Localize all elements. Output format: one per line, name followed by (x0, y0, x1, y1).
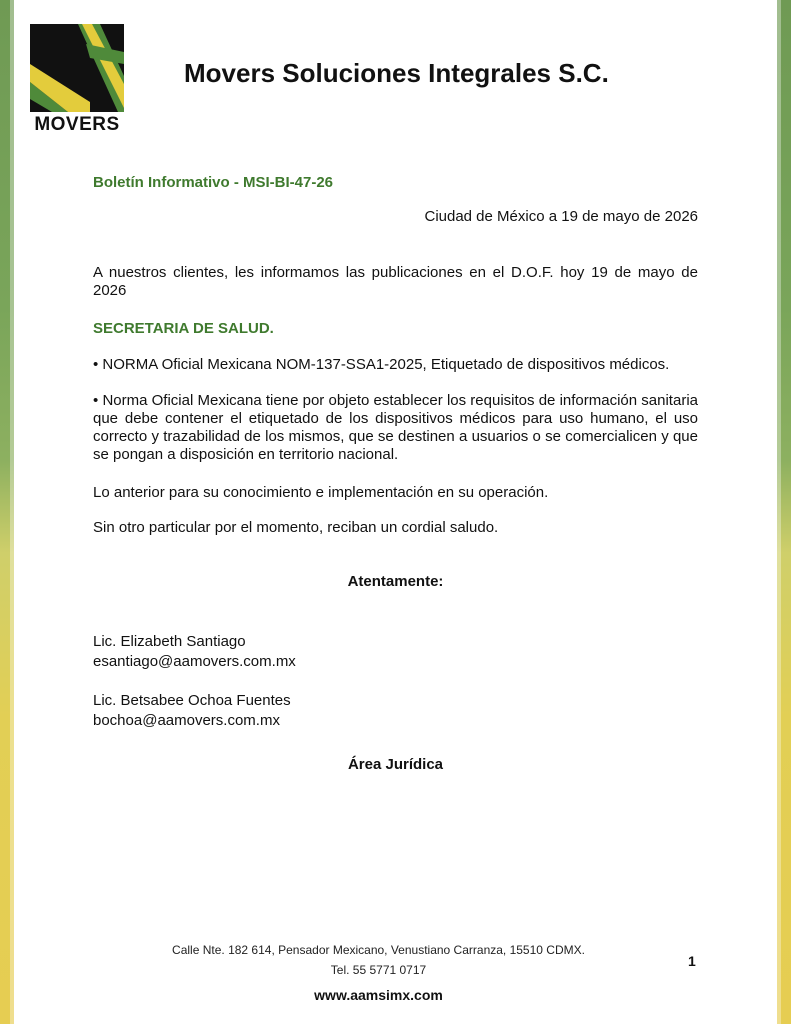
company-name: Movers Soluciones Integrales S.C. (184, 58, 609, 88)
footer-website: www.aamsimx.com (314, 987, 443, 1003)
page-number: 1 (688, 953, 696, 969)
logo-wordmark: MOVERS (34, 114, 120, 135)
signatory-name: Lic. Elizabeth Santiago (93, 633, 246, 650)
movers-logo (30, 24, 124, 136)
logo-chevron-icon (30, 24, 124, 112)
signatory-1 (93, 632, 296, 672)
footer-address: Calle Nte. 182 614, Pensador Mexicano, Venustiano Carranza, 15510 CDMX. (172, 943, 585, 957)
section-title: SECRETARIA DE SALUD. (93, 320, 274, 337)
closing-paragraph: Lo anterior para su conocimiento e implementación en su operación. (93, 484, 549, 501)
signatory-2 (93, 691, 291, 731)
signatory-name: Lic. Betsabee Ochoa Fuentes (93, 692, 291, 709)
signatory-email: bochoa@aamovers.com.mx (93, 712, 280, 729)
intro-paragraph: A nuestros clientes, les informamos las publicaciones en el D.O.F. hoy 19 de mayo de 2026 (93, 264, 698, 299)
date-line: Ciudad de México a 19 de mayo de 2026 (424, 208, 698, 225)
department-name: Área Jurídica (347, 756, 444, 773)
signatory-email: esantiago@aamovers.com.mx (93, 653, 296, 670)
right-decorative-band (777, 0, 791, 1024)
sign-off: Atentamente: (347, 573, 444, 590)
left-decorative-band (0, 0, 14, 1024)
logo-emblem (30, 24, 124, 112)
greeting-paragraph: Sin otro particular por el momento, reciban un cordial saludo. (93, 519, 499, 536)
list-item-objeto: • Norma Oficial Mexicana tiene por objeto establecer los requisitos de información sanitaria que debe contener el etiquetado de los dispositivos médicos para uso humano, el uso correcto y trazabilidad de los mismos, que se destinen a usuarios o se comercialicen y que se pongan a disposición en territorio nacional. (93, 392, 698, 463)
bulletin-title: Boletín Informativo - MSI-BI-47-26 (93, 174, 334, 191)
list-item-norma: • NORMA Oficial Mexicana NOM-137-SSA1-2025, Etiquetado de dispositivos médicos. (93, 356, 670, 373)
footer-phone: Tel. 55 5771 0717 (330, 963, 427, 977)
